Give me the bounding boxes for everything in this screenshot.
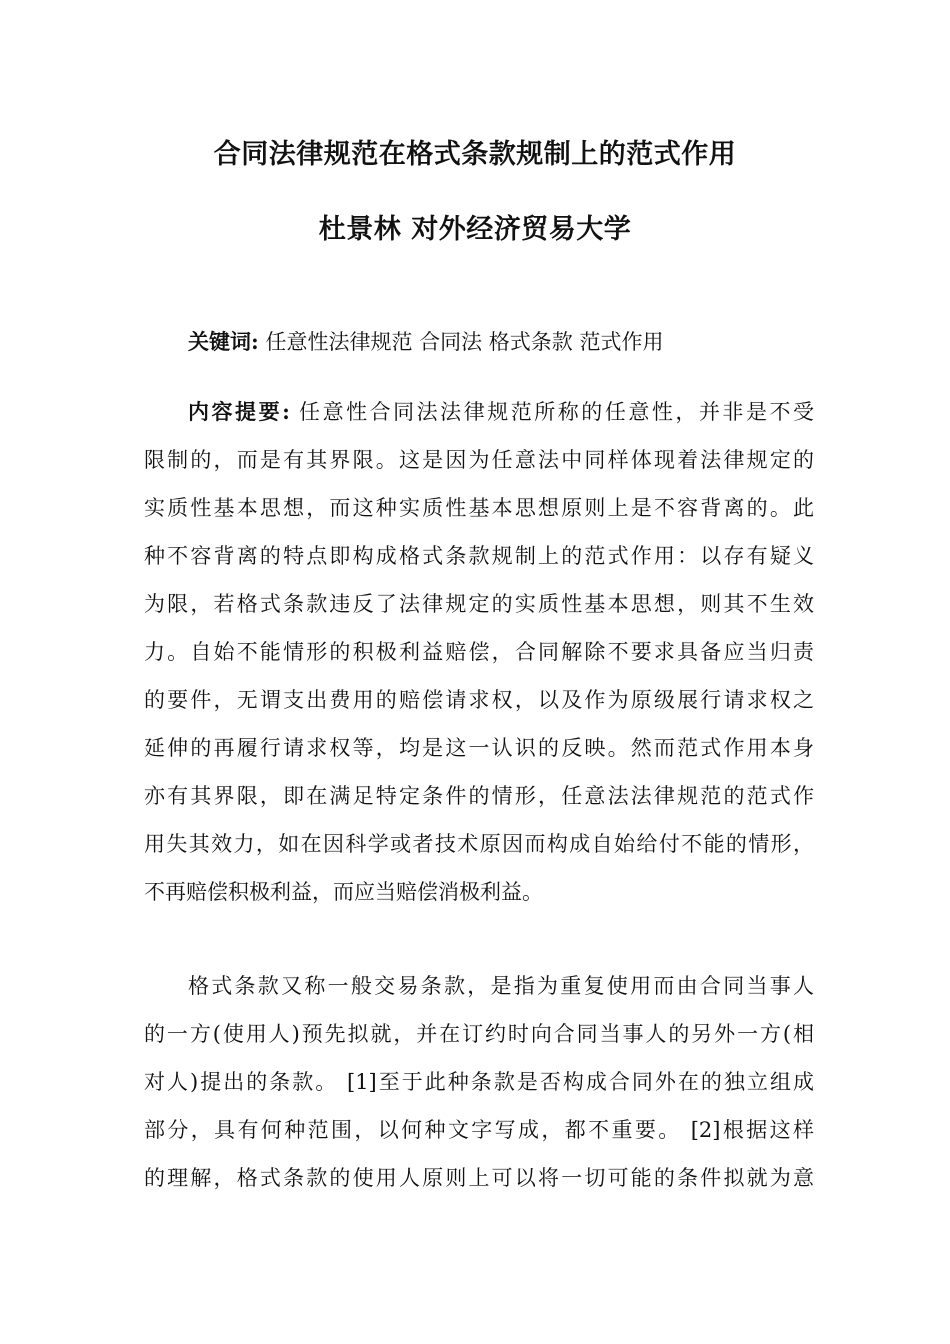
abstract-label: 内容提要:: [188, 399, 290, 424]
keywords-label: 关键词:: [188, 329, 259, 354]
abstract-line: 实质性基本思想，而这种实质性基本思想原则上是不容背离的。此: [144, 496, 814, 520]
abstract-text: 任意性合同法法律规范所称的任意性，并非是不受: [299, 400, 814, 424]
document-title: 合同法律规范在格式条款规制上的范式作用: [213, 139, 737, 170]
abstract-line: 不再赔偿积极利益，而应当赔偿消极利益。: [144, 880, 543, 904]
abstract-line: 限制的，而是有其界限。这是因为任意法中同样体现着法律规定的: [144, 448, 814, 472]
abstract-line: 亦有其界限，即在满足特定条件的情形，任意法法律规范的范式作: [144, 784, 814, 808]
keywords-line: [144, 318, 814, 366]
abstract-line: 延伸的再履行请求权等，均是这一认识的反映。然而范式作用本身: [144, 736, 814, 760]
abstract-line: 的要件，无谓支出费用的赔偿请求权，以及作为原级展行请求权之: [144, 688, 814, 712]
abstract-line: 用失其效力，如在因科学或者技术原因而构成自始给付不能的情形，: [144, 832, 814, 856]
abstract-line: [144, 388, 814, 436]
body-line: 的理解，格式条款的使用人原则上可以将一切可能的条件拟就为意: [144, 1166, 814, 1190]
keywords-text: 任意性法律规范 合同法 格式条款 范式作用: [265, 330, 664, 354]
abstract-line: 种不容背离的特点即构成格式条款规制上的范式作用：以存有疑义: [144, 544, 814, 568]
body-line: 对人)提出的条款。 [1]至于此种条款是否构成合同外在的独立组成: [144, 1070, 814, 1094]
body-line: 的一方(使用人)预先拟就，并在订约时向合同当事人的另外一方(相: [144, 1022, 814, 1046]
body-line: 部分，具有何种范围，以何种文字写成，都不重要。 [2]根据这样: [144, 1118, 814, 1142]
body-line: 格式条款又称一般交易条款，是指为重复使用而由合同当事人: [188, 974, 814, 998]
abstract-paragraph: [144, 388, 814, 916]
author-affiliation: 杜景林 对外经济贸易大学: [318, 214, 632, 245]
abstract-line: 力。自始不能情形的积极利益赔偿，合同解除不要求具备应当归责: [144, 640, 814, 664]
keywords-paragraph: [144, 318, 814, 366]
body-paragraph: [144, 962, 814, 1202]
abstract-line: 为限，若格式条款违反了法律规定的实质性基本思想，则其不生效: [144, 592, 814, 616]
